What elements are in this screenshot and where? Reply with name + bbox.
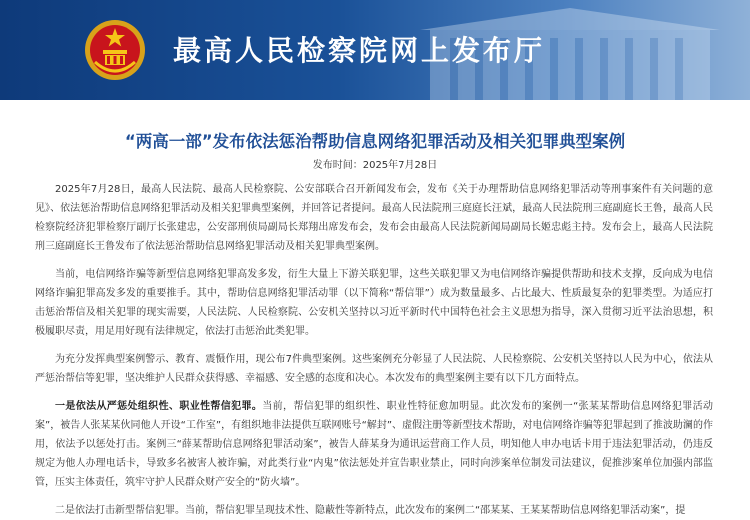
point-one-lead: 一是依法从严惩处组织性、职业性帮信犯罪。 [55, 401, 263, 412]
paragraph-purpose: 为充分发挥典型案例警示、教育、震慑作用，现公布7件典型案例。这些案例充分彰显了人民法院、人民检察院、公安机关坚持以人民为中心，依法从严惩治帮信等犯罪，坚决维护人民群众获得感、幸福感、安全感的态度和决心。本次发布的典型案例主要有以下几方面特点。 [35, 354, 713, 384]
publish-time-value: 2025年7月28日 [362, 160, 438, 171]
publish-time [0, 156, 750, 171]
paragraph-point-one [35, 397, 713, 492]
publish-time-label: 发布时间： [312, 160, 363, 171]
site-header [0, 0, 750, 100]
paragraph-point-two: 二是依法打击新型帮信犯罪。当前，帮信犯罪呈现技术性、隐蔽性等新特点，此次发布的案例二“邵某某、王某某帮助信息网络犯罪活动案”，提 [55, 505, 686, 516]
procuratorate-emblem-icon [83, 18, 147, 82]
point-one-text: 当前，帮信犯罪的组织性、职业性特征愈加明显。此次发布的案例一“张某某帮助信息网络犯罪活动案”，被告人张某某伙同他人开设“工作室”，有组织地非法提供互联网账号“解封”、虚假注册等新型技术帮助，对电信网络诈骗等犯罪起到了推波助澜的作用，依法予以惩处打击。案例三“薛某帮助信息网络犯罪活动案”，被告人薛某身为通讯运营商工作人员，明知他人申办电话卡用于违法犯罪活动，仍违反规定为他人办理电话卡，导致多名被害人被诈骗，对此类行业“内鬼”依法惩处并宣告职业禁止，同时向涉案单位制发司法建议，促推涉案单位加强内部监管，压实主体责任，筑牢守护人民群众财产安全的“防火墙”。 [35, 401, 714, 488]
article-title: “两高一部”发布依法惩治帮助信息网络犯罪活动及相关犯罪典型案例 [124, 132, 626, 151]
site-title: 最高人民检察院网上发布厅 [173, 34, 546, 67]
article-body [35, 180, 713, 520]
paragraph-intro: 2025年7月28日，最高人民法院、最高人民检察院、公安部联合召开新闻发布会，发布《关于办理帮助信息网络犯罪活动等刑事案件有关问题的意见》、依法惩治帮助信息网络犯罪活动及相关犯罪典型案例，并回答记者提问。最高人民法院刑三庭庭长汪斌，最高人民法院刑三庭副庭长王鲁，最高人民检察院经济犯罪检察厅副厅长张建忠，公安部刑侦局副局长郑翔出席发布会，发布会由最高人民法院新闻局副局长姬忠彪主持。发布会上，最高人民法院刑三庭副庭长王鲁发布了依法惩治帮助信息网络犯罪活动及相关犯罪典型案例。 [35, 184, 713, 252]
paragraph-background: 当前，电信网络诈骗等新型信息网络犯罪高发多发，衍生大量上下游关联犯罪，这些关联犯罪又为电信网络诈骗提供帮助和技术支撑，反向成为电信网络诈骗犯罪高发多发的重要推手。其中，帮助信息网络犯罪活动罪（以下简称“帮信罪”）成为数量最多、占比最大、性质最复杂的犯罪类型。为适应打击惩治帮信及相关犯罪的现实需要，人民法院、人民检察院、公安机关坚持以习近平新时代中国特色社会主义思想为指导，深入贯彻习近平法治思想，积极履职尽责，用足用好现有法律规定，依法打击惩治此类犯罪。 [35, 269, 713, 337]
